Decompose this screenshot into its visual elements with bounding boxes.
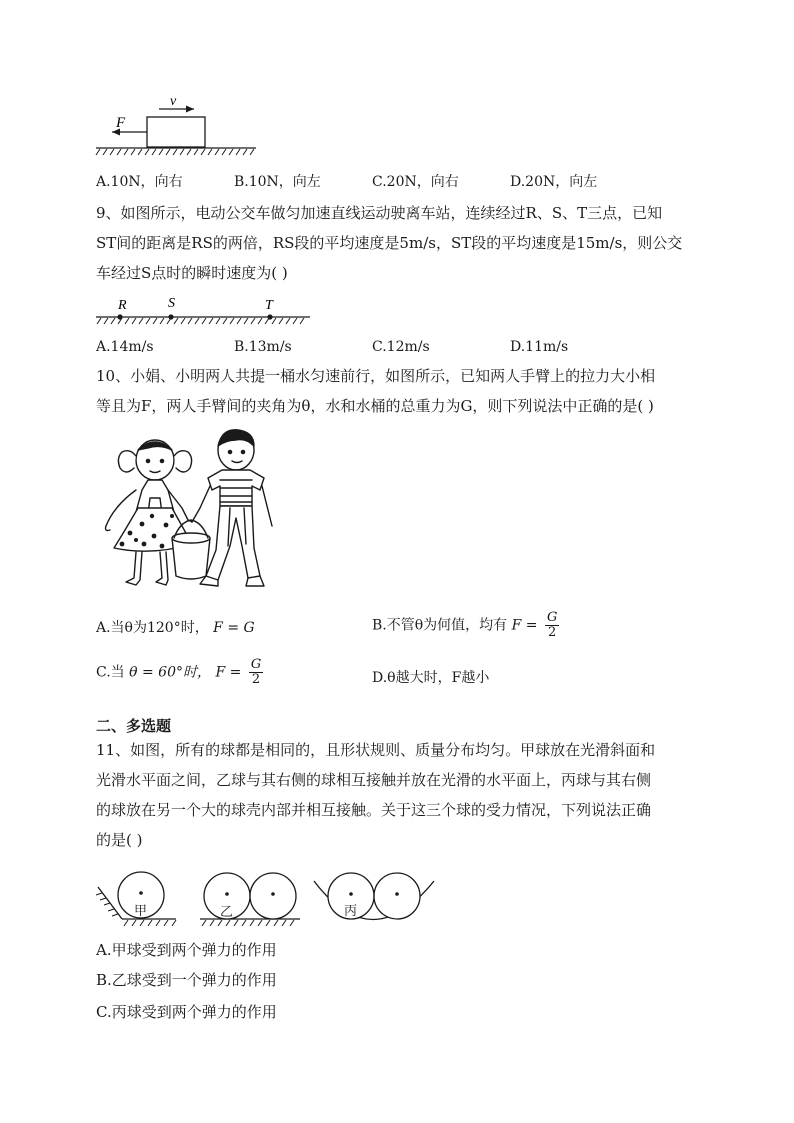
ball-jia-label: 甲	[134, 904, 148, 919]
q9-option-b: B.13m/s	[234, 339, 292, 355]
point-r-label: R	[118, 298, 127, 313]
ball-yi-right	[250, 873, 296, 919]
q11-option-c: C.丙球受到两个弹力的作用	[96, 1003, 277, 1021]
q8-option-c: C.20N，向右	[372, 174, 459, 190]
q10-option-b-text: B.不管θ为何值，均有	[372, 617, 508, 634]
q10-option-c-text: C.当	[96, 664, 125, 681]
fraction-denominator: 2	[251, 672, 261, 687]
q8-option-d: D.20N，向左	[510, 174, 598, 190]
q10-line-1: 10、小娟、小明两人共提一桶水匀速前行，如图所示，已知两人手臂上的拉力大小相	[96, 367, 656, 385]
q10-option-b-lhs: F =	[511, 617, 538, 634]
q10-option-c-fraction	[249, 658, 263, 687]
point-s-label: S	[168, 296, 175, 311]
block-force-diagram	[96, 92, 261, 162]
point-t-label: T	[265, 298, 273, 313]
q8-option-b: B.10N，向左	[234, 174, 321, 190]
ball-bing-label: 丙	[344, 904, 358, 919]
force-label: F	[116, 115, 126, 131]
fraction-numerator: G	[546, 610, 558, 625]
point-t	[267, 314, 272, 319]
ball-yi-label: 乙	[220, 905, 234, 920]
q10-option-d: D.θ越大时，F越小	[372, 670, 490, 686]
velocity-label: v	[170, 94, 177, 109]
q10-option-b-fraction	[545, 611, 559, 640]
section-title-multiple-choice: 二、多选题	[96, 717, 172, 735]
rst-track-diagram	[96, 292, 316, 328]
q9-line-1: 9、如图所示，电动公交车做匀加速直线运动驶离车站，连续经过R、S、T三点，已知	[96, 204, 663, 222]
children-carrying-bucket-illustration	[100, 428, 280, 593]
q9-option-d: D.11m/s	[510, 339, 569, 355]
ball-bing-setup	[314, 873, 434, 920]
q11-option-a: A.甲球受到两个弹力的作用	[96, 941, 277, 959]
three-balls-diagram	[96, 864, 441, 936]
q8-option-a: A.10N，向右	[96, 174, 183, 190]
point-s	[168, 314, 173, 319]
ball-bing-right	[374, 873, 420, 919]
q10-option-a-math: F = G	[213, 620, 255, 636]
q10-option-b	[372, 611, 559, 651]
q11-line-1: 11、如图，所有的球都是相同的，且形状规则、质量分布均匀。甲球放在光滑斜面和	[96, 741, 656, 759]
q9-option-a: A.14m/s	[96, 339, 154, 355]
point-r	[117, 314, 122, 319]
ball-yi-setup	[200, 873, 300, 926]
q10-option-a	[96, 618, 255, 638]
q11-option-b: B.乙球受到一个弹力的作用	[96, 971, 277, 989]
q9-line-3: 车经过S点时的瞬时速度为( )	[96, 264, 288, 282]
q10-option-c-math: θ = 60°时，	[129, 664, 211, 681]
fraction-denominator: 2	[548, 625, 557, 640]
q11-line-3: 的球放在另一个大的球壳内部并相互接触。关于这三个球的受力情况，下列说法正确	[96, 801, 652, 819]
q10-option-c-lhs: F =	[215, 664, 242, 681]
q10-line-2: 等且为F，两人手臂间的夹角为θ，水和水桶的总重力为G，则下列说法中正确的是( )	[96, 397, 654, 415]
q10-option-a-text: A.当θ为120°时，	[96, 620, 209, 636]
q11-line-2: 光滑水平面之间，乙球与其右侧的球相互接触并放在光滑的水平面上，丙球与其右侧	[96, 771, 652, 789]
ball-jia-setup	[96, 872, 176, 926]
q10-option-c	[96, 658, 263, 698]
q11-line-4: 的是( )	[96, 831, 143, 849]
q9-option-c: C.12m/s	[372, 339, 430, 355]
fraction-numerator: G	[250, 657, 262, 672]
q9-line-2: ST间的距离是RS的两倍，RS段的平均速度是5m/s，ST段的平均速度是15m/s，则公交	[96, 234, 683, 252]
